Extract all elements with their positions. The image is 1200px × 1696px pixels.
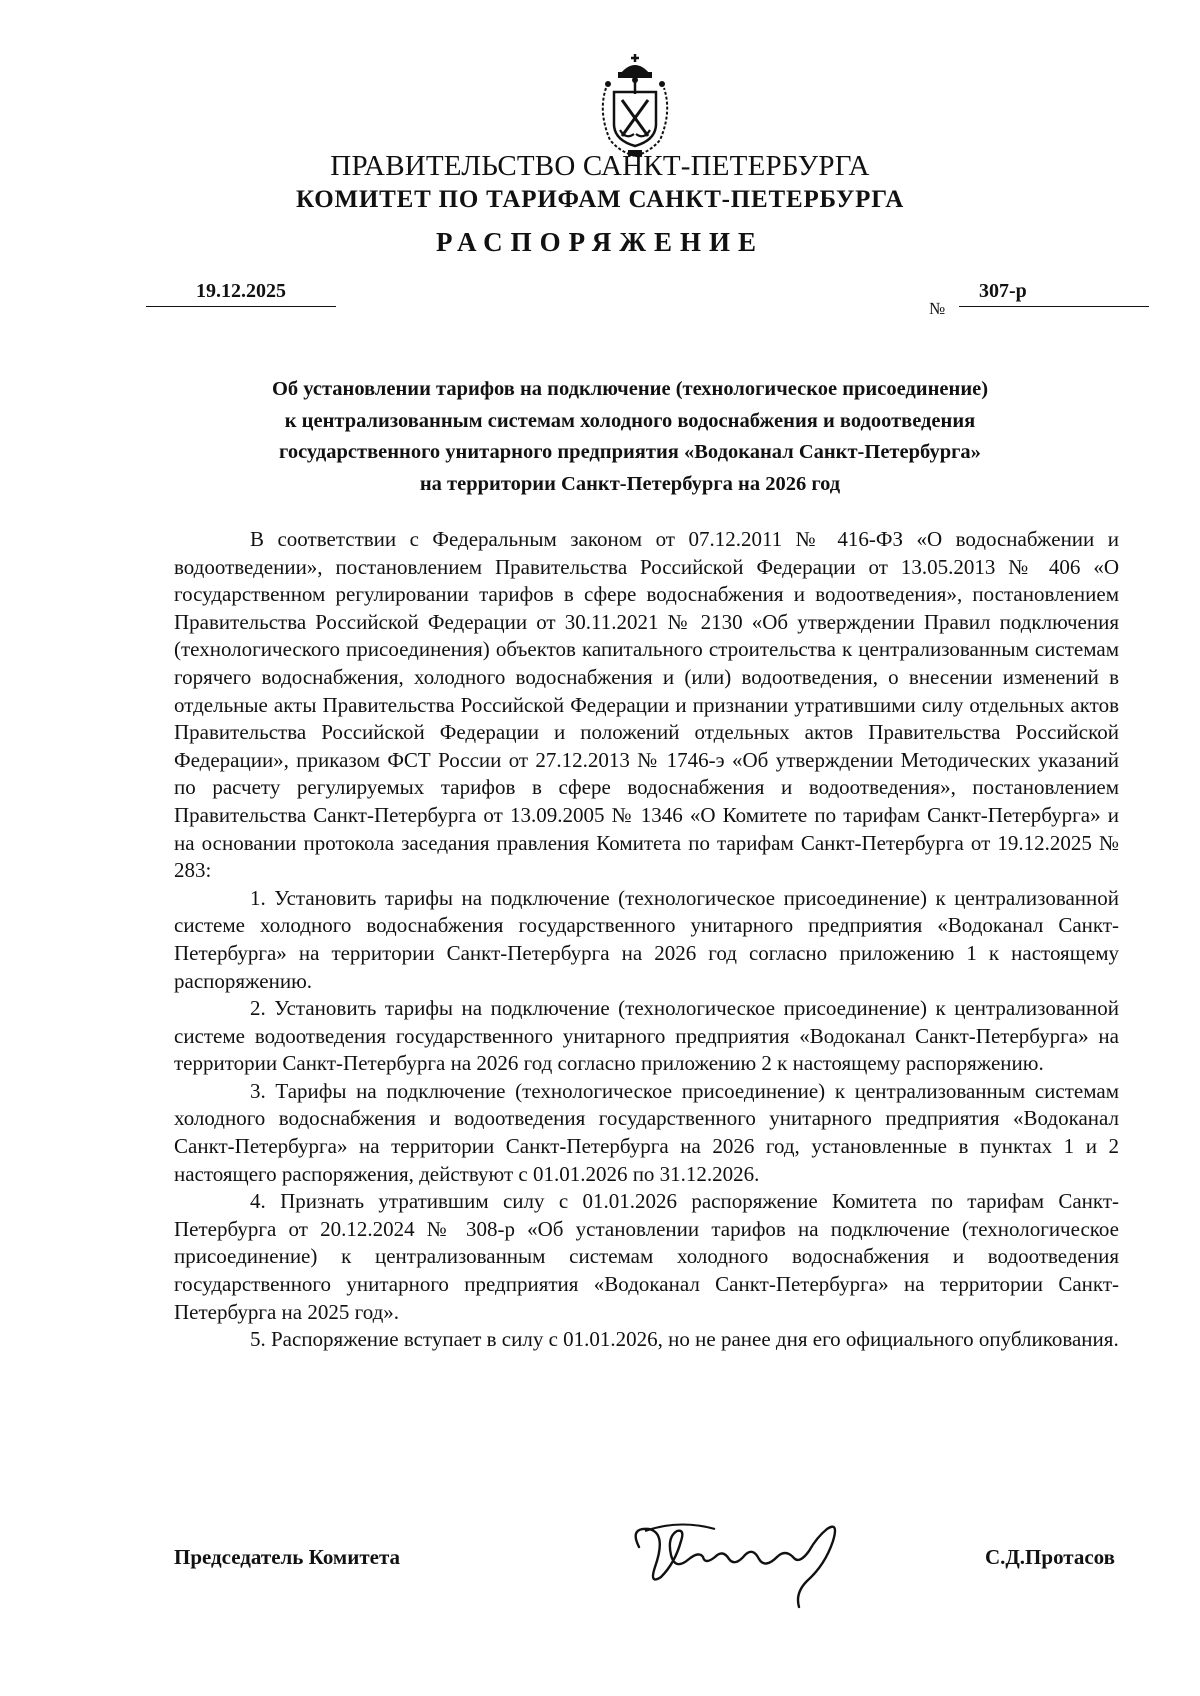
number-label: № [929, 299, 946, 318]
document-number: 307-р [979, 280, 1027, 302]
clause-3: 3. Тарифы на подключение (технологическое присоединение) к централизованным системам холодного водоснабжения и водоотведения государственного унитарного предприятия «Водоканал Санкт-Петербурга» на территории Санкт-Петербурга на 2026 год, установленные в пунктах 1 и 2 настоящего распоряжения, действуют с 01.01.2026 по 31.12.2026. [174, 1078, 1119, 1186]
signature-block [174, 1535, 1119, 1625]
document-date: 19.12.2025 [146, 280, 336, 307]
title-line: Об установлении тарифов на подключение (технологическое присоединение) [271, 378, 989, 400]
clause-1: 1. Установить тарифы на подключение (технологическое присоединение) к централизованной системе холодного водоснабжения государственного унитарного предприятия «Водоканал Санкт-Петербурга» на территории Санкт-Петербурга на 2026 год согласно приложению 1 к настоящему распоряжению. [174, 885, 1119, 993]
signatory-position: Председатель Комитета [174, 1545, 401, 1569]
clause-5: 5. Распоряжение вступает в силу с 01.01.2026, но не ранее дня его официального опубликования. [250, 1327, 1119, 1352]
government-name: ПРАВИТЕЛЬСТВО САНКТ-ПЕТЕРБУРГА [330, 150, 870, 182]
committee-name: КОМИТЕТ ПО ТАРИФАМ САНКТ-ПЕТЕРБУРГА [295, 186, 905, 213]
preamble-paragraph: В соответствии с Федеральным законом от 07.12.2011 № 416-ФЗ «О водоснабжении и водоотведении», постановлением Правительства Российской Федерации от 13.05.2013 № 406 «О государственном регулировании тарифов в сфере водоснабжения и водоотведения», постановлением Правительства Российской Федерации от 30.11.2021 № 2130 «Об утверждении Правил подключения (технологического присоединения) объектов капитального строительства к централизованным системам горячего водоснабжения, холодного водоснабжения и (или) водоотведения, о внесении изменений в отдельные акты Правительства Российской Федерации и признании утратившими силу отдельных актов Правительства Российской Федерации и положений отдельных актов Правительства Российской Федерации», приказом ФСТ России от 27.12.2013 № 1746-э «Об утверждении Методических указаний по расчету регулируемых тарифов в сфере водоснабжения и водоотведения», постановлением Правительства Санкт-Петербурга от 13.09.2005 № 1346 «О Комитете по тарифам Санкт-Петербурга» и на основании протокола заседания правления Комитета по тарифам Санкт-Петербурга от 19.12.2025 № 283: [174, 527, 1119, 883]
document-body [174, 526, 1119, 1354]
clause-4: 4. Признать утратившим силу с 01.01.2026 распоряжение Комитета по тарифам Санкт-Петербурга от 20.12.2024 № 308-р «Об установлении тарифов на подключение (технологическое присоединение) к централизованным системам холодного водоснабжения и водоотведения государственного унитарного предприятия «Водоканал Санкт-Петербурга» на территории Санкт-Петербурга на 2025 год». [174, 1189, 1119, 1324]
title-line: к централизованным системам холодного водоснабжения и водоотведения [284, 409, 976, 432]
title-line: государственного унитарного предприятия «Водоканал Санкт-Петербурга» [279, 441, 981, 463]
document-type: РАСПОРЯЖЕНИЕ [435, 227, 765, 257]
handwritten-signature-icon [619, 1507, 859, 1617]
coat-of-arms-emblem-icon [590, 52, 680, 160]
clause-2: 2. Установить тарифы на подключение (технологическое присоединение) к централизованной системе водоотведения государственного унитарного предприятия «Водоканал Санкт-Петербурга» на территории Санкт-Петербурга на 2026 год согласно приложению 2 к настоящему распоряжению. [174, 996, 1119, 1076]
document-title [170, 374, 1090, 500]
title-line: на территории Санкт-Петербурга на 2026 год [419, 472, 841, 495]
signatory-name: С.Д.Протасов [984, 1545, 1115, 1569]
document-number-field [959, 280, 1149, 307]
